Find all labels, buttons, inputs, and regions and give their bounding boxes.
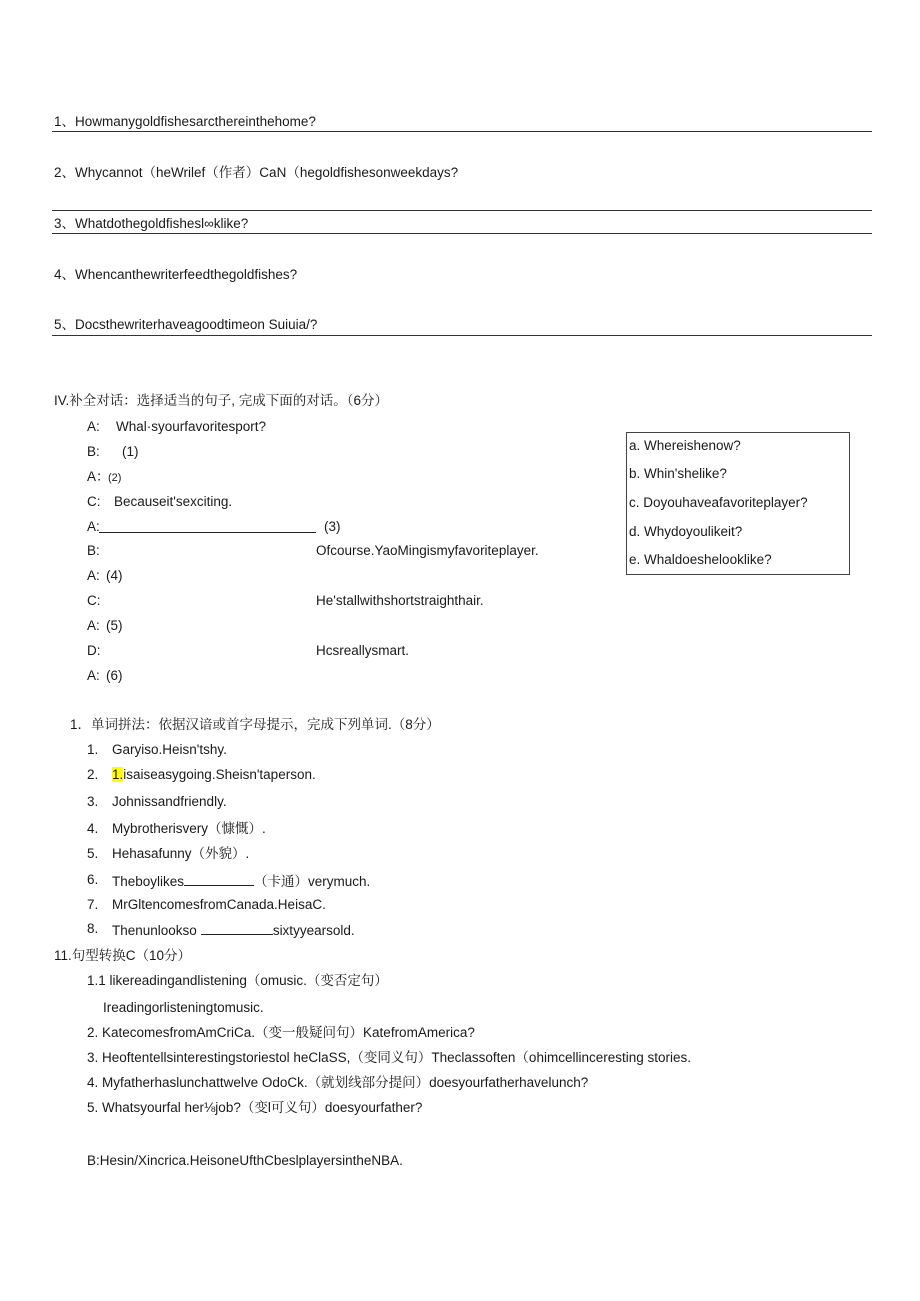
spelling-item: Garyiso.Heisn'tshy. — [112, 742, 227, 757]
answer-line-5 — [52, 335, 872, 336]
transform-item-2: 2. KatecomesfromAmCriCa.（变一般疑问句）KatefromAmerica? — [87, 1025, 475, 1040]
dialogue-blank-4: (4) — [106, 568, 123, 583]
dialogue-speaker: A: — [87, 668, 100, 683]
dialogue-speaker: B: — [87, 444, 100, 459]
item-number: 2. — [87, 767, 99, 782]
dialogue-text: Whal·syourfavoritesport? — [116, 419, 267, 434]
dialogue-blank-3: (3) — [324, 519, 341, 534]
spelling-item-text: isaiseasygoing.Sheisn'taperson. — [123, 767, 316, 782]
dialogue-speaker: C: — [87, 593, 101, 608]
spelling-item-post: （卡通）verymuch. — [254, 874, 371, 889]
spelling-item: Hehasafunny（外貌）. — [112, 846, 250, 861]
item-number: 8. — [87, 921, 99, 936]
option-b: b. Whin'shelike? — [629, 466, 727, 481]
footer-line: B:Hesin/Xincrica.HeisoneUfthCbeslplayersintheNBA. — [87, 1153, 403, 1168]
option-a: a. Whereishenow? — [629, 438, 741, 453]
answer-line-3 — [52, 233, 872, 234]
answer-line-2 — [52, 210, 872, 211]
dialogue-text: Becauseit'sexciting. — [114, 494, 233, 509]
spelling-item — [112, 766, 316, 784]
dialogue-text: Hcsreallysmart. — [316, 643, 410, 658]
item-number: 1. — [87, 742, 99, 757]
transform-item-1-answer: Ireadingorlisteningtomusic. — [103, 1000, 264, 1015]
question-4: 4、Whencanthewriterfeedthegoldfishes? — [54, 267, 298, 282]
item-number: 4. — [87, 821, 99, 836]
item-number: 7. — [87, 897, 99, 912]
transform-item-5: 5. Whatsyourfal her⅛job?（变l可义句）doesyourfather? — [87, 1100, 423, 1115]
dialogue-speaker: A： — [87, 469, 110, 484]
spelling-item — [112, 920, 355, 940]
answer-blank[interactable] — [184, 871, 254, 886]
dialogue-blank-6: (6) — [106, 668, 123, 683]
dialogue-speaker: D: — [87, 643, 101, 658]
dialogue-blank-1: (1) — [122, 444, 139, 459]
question-2: 2、Whycannot（heWrilef（作者）CaN（hegoldfishesonweekdays? — [54, 165, 459, 180]
dialogue-speaker: A: — [87, 419, 100, 434]
spelling-item-post: sixtyyearsold. — [272, 923, 355, 938]
transform-item-3: 3. Heoftentellsinterestingstoriestol heClaSS,（变同义句）Theclassoften（ohimcellinceresting stories. — [87, 1050, 691, 1065]
spelling-item: MrGltencomesfromCanada.HeisaC. — [112, 897, 326, 912]
item-number: 5. — [87, 846, 99, 861]
dialogue-speaker: B: — [87, 543, 100, 558]
dialogue-text: He'stallwithshortstraighthair. — [316, 593, 484, 608]
option-e: e. Whaldoeshelooklike? — [629, 552, 772, 567]
transform-item-4: 4. Myfatherhaslunchattwelve OdoCk.（就划线部分提问）doesyourfatherhavelunch? — [87, 1075, 589, 1090]
answer-blank[interactable] — [201, 920, 273, 935]
question-1: 1、Howmanygoldfishesarcthereinthehome? — [54, 114, 316, 129]
question-3: 3、Whatdothegoldfishesl∞klike? — [54, 216, 249, 231]
highlight-mark: 1. — [112, 767, 124, 782]
spelling-item-pre: Theboylikes — [112, 874, 185, 889]
transform-title: 11.句型转换C（10分） — [54, 948, 192, 963]
option-d: d. Whydoyoulikeit? — [629, 524, 743, 539]
question-5: 5、Docsthewriterhaveagoodtimeon Suiuia/? — [54, 317, 318, 332]
dialogue-title: IV.补全对话：选择适当的句子, 完成下面的对话。（6分） — [54, 393, 389, 408]
answer-line-1 — [52, 131, 872, 132]
dialogue-blank-2: (2) — [108, 472, 122, 484]
spelling-title: 1．单词拼法：依据汉谙或首字母提示，完成下列单词.（8分） — [70, 717, 440, 732]
dialogue-speaker: A: — [87, 618, 100, 633]
spelling-item: Johnissandfriendly. — [112, 794, 227, 809]
spelling-item — [112, 871, 370, 891]
item-number: 3. — [87, 794, 99, 809]
item-number: 6. — [87, 872, 99, 887]
dialogue-speaker: C: — [87, 494, 101, 509]
options-box — [626, 432, 850, 575]
option-c: c. Doyouhaveafavoriteplayer? — [629, 495, 808, 510]
dialogue-text: Ofcourse.YaoMingismyfavoriteplayer. — [316, 543, 539, 558]
spelling-item-pre: Thenunlookso — [112, 923, 197, 938]
answer-blank[interactable] — [99, 518, 316, 533]
dialogue-speaker: A: — [87, 568, 100, 583]
dialogue-blank-5: (5) — [106, 618, 123, 633]
spelling-item: Mybrotherisvery（慷慨）. — [112, 821, 266, 836]
transform-item-1: 1.1 likereadingandlistening（omusic.（变否定句） — [87, 973, 388, 988]
dialogue-speaker: A: — [87, 519, 100, 534]
